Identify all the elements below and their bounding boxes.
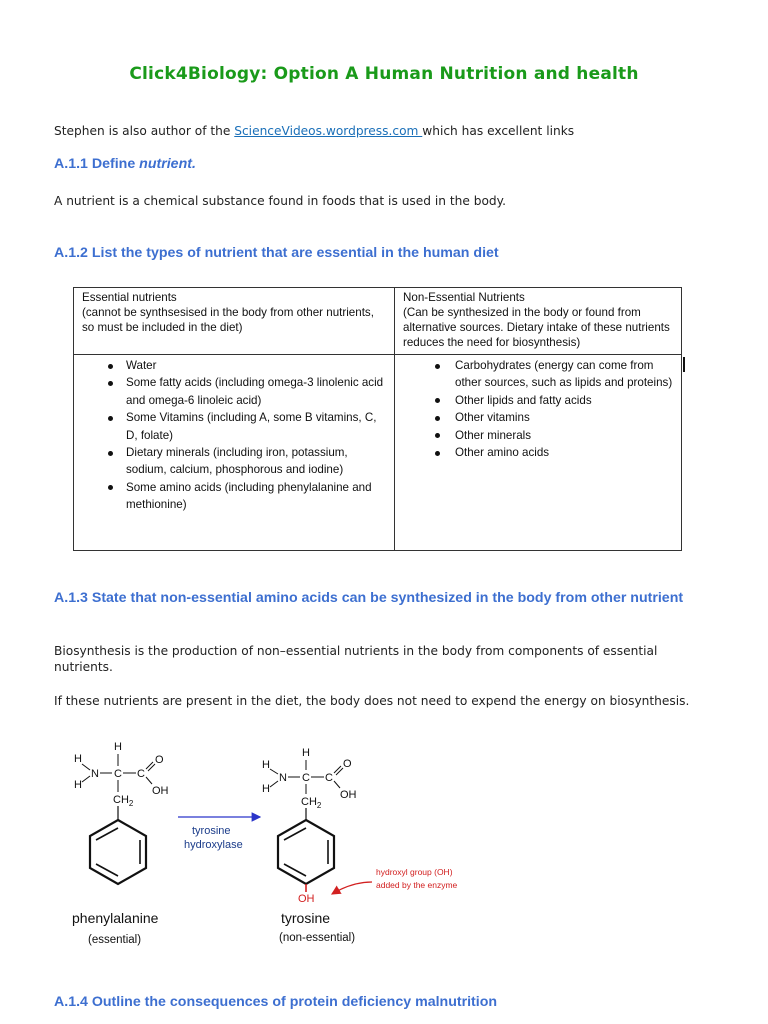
nonessential-header-cell	[395, 288, 682, 355]
list-item: Dietary minerals (including iron, potassium, sodium, calcium, phosphorous and iodine)	[82, 444, 386, 479]
nutrient-table	[73, 287, 682, 551]
a13-paragraph-2: If these nutrients are present in the diet, the body does not need to expend the energy on biosynthesis.	[54, 694, 690, 708]
phenylalanine-sublabel: (essential)	[88, 934, 142, 946]
table-body-row	[74, 355, 682, 551]
enzyme-label-line-2: hydroxylase	[184, 839, 243, 851]
list-item: Some Vitamins (including A, some B vitamins, C, D, folate)	[82, 409, 386, 444]
list-item: Other minerals	[403, 427, 673, 444]
diagram-svg	[60, 742, 500, 952]
atom-h-amine-2: H	[74, 779, 82, 791]
phenylalanine-label: phenylalanine	[72, 910, 159, 926]
heading-a11	[54, 155, 714, 173]
hydroxyl-oh: OH	[298, 893, 315, 905]
enzyme-label-line-1: tyrosine	[192, 825, 231, 837]
nonessential-list-cell	[395, 355, 682, 551]
atom-h-top: H	[114, 742, 122, 753]
atom-c-alpha: C	[114, 768, 122, 780]
intro-suffix: which has excellent links	[422, 124, 575, 138]
list-item: Other amino acids	[403, 444, 673, 461]
nonessential-header: Non-Essential Nutrients	[403, 291, 525, 304]
heading-a11-term: nutrient.	[139, 156, 196, 172]
tyrosine-sublabel: (non-essential)	[279, 932, 356, 944]
list-item: Water	[82, 357, 386, 374]
heading-a14: A.1.4 Outline the consequences of protein deficiency malnutrition	[54, 994, 498, 1010]
a13-paragraph-1: Biosynthesis is the production of non–essential nutrients in the body from components of essential nutrients.	[54, 644, 658, 674]
intro-prefix: Stephen is also author of the	[54, 124, 235, 138]
intro-paragraph	[54, 123, 714, 139]
hydroxyl-arrow	[332, 882, 372, 894]
document-title: Click4Biology: Option A Human Nutrition and health	[129, 64, 639, 84]
essential-header: Essential nutrients	[82, 291, 177, 304]
list-item: Some amino acids (including phenylalanine and methionine)	[82, 479, 386, 514]
atom-o: O	[155, 754, 164, 766]
sciencevideos-link[interactable]: ScienceVideos.wordpress.com	[234, 124, 423, 138]
amino-acid-diagram	[60, 742, 500, 952]
list-item: Carbohydrates (energy can come from other sources, such as lipids and proteins)	[403, 357, 673, 392]
heading-a11-prefix: A.1.1 Define	[54, 156, 140, 172]
essential-list	[82, 357, 386, 514]
a11-definition: A nutrient is a chemical substance found in foods that is used in the body.	[54, 194, 506, 208]
tyrosine-label: tyrosine	[281, 910, 331, 926]
atom-h-amine-2: H	[262, 783, 270, 795]
atom-c-carboxyl: C	[137, 768, 145, 780]
phenylalanine-structure	[74, 742, 169, 884]
nonessential-list	[403, 357, 673, 461]
atom-h-top: H	[302, 747, 310, 759]
atom-h-amine-1: H	[74, 753, 82, 765]
hydroxyl-note-line-1: hydroxyl group (OH)	[376, 867, 453, 877]
hydroxyl-note-line-2: added by the enzyme	[376, 880, 458, 890]
list-item: Some fatty acids (including omega-3 linolenic acid and omega-6 linoleic acid)	[82, 374, 386, 409]
atom-ch2: $CH_2$	[113, 794, 134, 808]
essential-list-cell	[74, 355, 395, 551]
atom-ch2: $CH_2$	[301, 796, 322, 810]
atom-oh: OH	[152, 785, 169, 797]
essential-header-cell	[74, 288, 395, 355]
atom-h-amine-1: H	[262, 759, 270, 771]
tyrosine-structure	[262, 747, 357, 905]
list-item: Other lipids and fatty acids	[403, 392, 673, 409]
atom-o: O	[343, 758, 352, 770]
text-cursor	[683, 357, 685, 372]
atom-c-carboxyl: C	[325, 772, 333, 784]
table-header-row	[74, 288, 682, 355]
nonessential-note: (Can be synthesized in the body or found from alternative sources. Dietary intake of these nutrients reduces the need for biosynthesis)	[403, 306, 670, 349]
atom-oh: OH	[340, 789, 357, 801]
atom-n: N	[279, 772, 287, 784]
atom-c-alpha: C	[302, 772, 310, 784]
list-item: Other vitamins	[403, 409, 673, 426]
atom-n: N	[91, 768, 99, 780]
heading-a13: A.1.3 State that non-essential amino acids can be synthesized in the body from other nutrient	[54, 590, 684, 606]
essential-note: (cannot be synthsesised in the body from other nutrients, so must be included in the diet)	[82, 306, 374, 334]
heading-a12: A.1.2 List the types of nutrient that are essential in the human diet	[54, 245, 499, 261]
